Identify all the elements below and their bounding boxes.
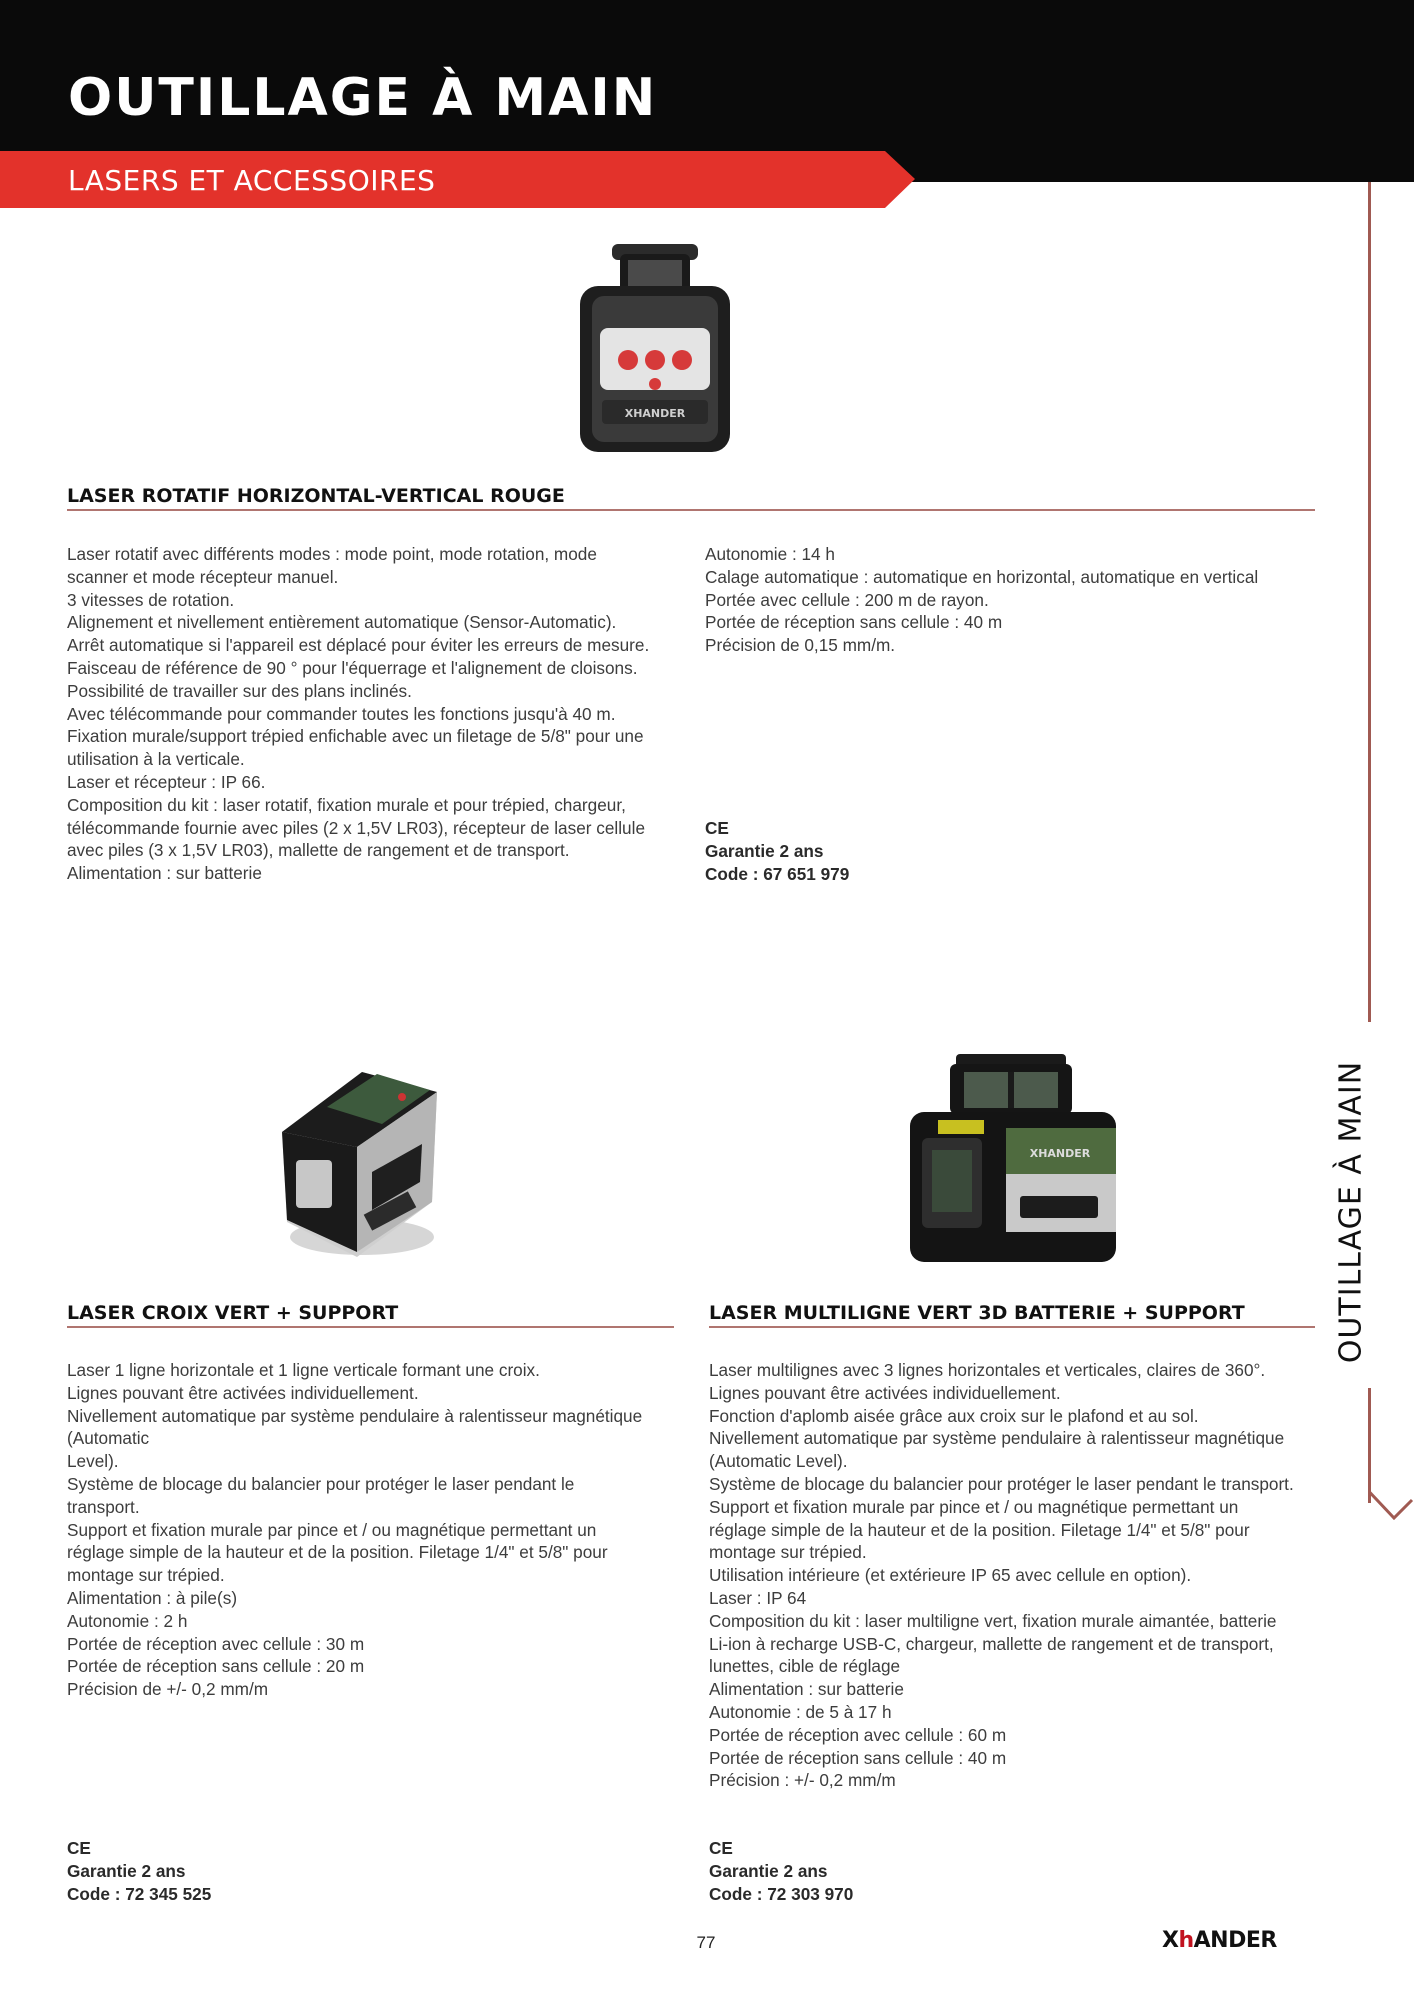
- warranty: Garantie 2 ans: [705, 840, 824, 861]
- description-line: Faisceau de référence de 90 ° pour l'équerrage et l'alignement de cloisons.: [67, 657, 638, 678]
- description-line: Précision : +/- 0,2 mm/m: [709, 1770, 896, 1791]
- product-3-meta: [709, 1837, 1109, 1905]
- product-code: Code : 67 651 979: [705, 863, 850, 884]
- description-line: Alimentation : sur batterie: [67, 863, 262, 884]
- product-2-description: [67, 1359, 687, 1701]
- description-line: Utilisation intérieure (et extérieure IP 65 avec cellule en option).: [709, 1565, 1192, 1586]
- product-code: Code : 72 303 970: [709, 1883, 854, 1904]
- product-2-title: LASER CROIX VERT + SUPPORT: [67, 1302, 399, 1324]
- description-line: lunettes, cible de réglage: [709, 1656, 901, 1677]
- spec-line: Autonomie : 14 h: [705, 544, 835, 564]
- description-line: Li-ion à recharge USB-C, chargeur, mallette de rangement et de transport,: [709, 1633, 1274, 1654]
- description-line: télécommande fournie avec piles (2 x 1,5V LR03), récepteur de laser cellule: [67, 817, 645, 838]
- product-2-meta: [67, 1837, 467, 1905]
- description-line: montage sur trépied.: [67, 1565, 225, 1586]
- rotary-laser-brand: XHANDER: [624, 407, 686, 420]
- description-line: Support et fixation murale par pince et / ou magnétique permettant un: [67, 1519, 597, 1540]
- product-3-title: LASER MULTILIGNE VERT 3D BATTERIE + SUPPORT: [709, 1302, 1245, 1324]
- product-2-divider: [67, 1326, 674, 1328]
- multiline-laser-image: [902, 1050, 1120, 1272]
- spec-line: Calage automatique : automatique en horizontal, automatique en vertical: [705, 566, 1259, 587]
- description-line: Composition du kit : laser multiligne vert, fixation murale aimantée, batterie: [709, 1610, 1277, 1631]
- brand-logo: [1162, 1928, 1277, 1953]
- description-line: Possibilité de travailler sur des plans inclinés.: [67, 680, 412, 701]
- description-line: Lignes pouvant être activées individuellement.: [67, 1382, 419, 1403]
- description-line: (Automatic Level).: [709, 1451, 848, 1472]
- ce-mark: CE: [709, 1838, 733, 1858]
- description-line: Système de blocage du balancier pour protéger le laser pendant le transport.: [709, 1473, 1294, 1494]
- product-1-meta: [705, 817, 1105, 885]
- warranty: Garantie 2 ans: [67, 1860, 186, 1881]
- product-3-description: [709, 1359, 1329, 1792]
- description-line: Level).: [67, 1451, 119, 1472]
- spec-line: Précision de 0,15 mm/m.: [705, 635, 896, 656]
- description-line: Autonomie : 2 h: [67, 1610, 188, 1631]
- description-line: Portée de réception avec cellule : 30 m: [67, 1633, 365, 1654]
- description-line: Précision de +/- 0,2 mm/m: [67, 1679, 269, 1700]
- product-code: Code : 72 345 525: [67, 1883, 212, 1904]
- description-line: Portée de réception sans cellule : 20 m: [67, 1656, 365, 1677]
- brand-logo-suffix: ANDER: [1193, 1928, 1277, 1953]
- product-3-divider: [709, 1326, 1315, 1328]
- description-line: Alimentation : sur batterie: [709, 1679, 904, 1700]
- description-line: Laser rotatif avec différents modes : mode point, mode rotation, mode: [67, 544, 597, 564]
- description-line: réglage simple de la hauteur et de la position. Filetage 1/4" et 5/8" pour: [67, 1542, 608, 1563]
- description-line: Nivellement automatique par système pendulaire à ralentisseur magnétique: [709, 1428, 1285, 1449]
- description-line: Composition du kit : laser rotatif, fixation murale et pour trépied, chargeur,: [67, 794, 626, 815]
- description-line: transport.: [67, 1496, 140, 1517]
- description-line: Nivellement automatique par système pendulaire à ralentisseur magnétique: [67, 1405, 643, 1426]
- description-line: Laser 1 ligne horizontale et 1 ligne verticale formant une croix.: [67, 1360, 540, 1380]
- product-1-description: [67, 543, 687, 885]
- spec-line: Portée de réception sans cellule : 40 m: [705, 612, 1003, 633]
- ce-mark: CE: [67, 1838, 91, 1858]
- multiline-laser-brand: XHANDER: [1029, 1147, 1091, 1160]
- description-line: Portée de réception avec cellule : 60 m: [709, 1724, 1007, 1745]
- page-title: OUTILLAGE À MAIN: [68, 68, 658, 128]
- description-line: Avec télécommande pour commander toutes les fonctions jusqu'à 40 m.: [67, 703, 616, 724]
- side-rule-top: [1368, 182, 1371, 1022]
- product-1-specs: [705, 543, 1305, 657]
- product-1-divider: [67, 509, 1315, 511]
- description-line: avec piles (3 x 1,5V LR03), mallette de rangement et de transport.: [67, 840, 570, 861]
- description-line: Lignes pouvant être activées individuellement.: [709, 1382, 1061, 1403]
- description-line: Autonomie : de 5 à 17 h: [709, 1701, 892, 1722]
- description-line: Portée de réception sans cellule : 40 m: [709, 1747, 1007, 1768]
- description-line: Laser et récepteur : IP 66.: [67, 771, 266, 792]
- description-line: Laser : IP 64: [709, 1587, 807, 1608]
- description-line: Support et fixation murale par pince et / ou magnétique permettant un: [709, 1496, 1239, 1517]
- warranty: Garantie 2 ans: [709, 1860, 828, 1881]
- page-number: 77: [696, 1933, 716, 1952]
- spec-line: Portée avec cellule : 200 m de rayon.: [705, 589, 989, 610]
- description-line: réglage simple de la hauteur et de la position. Filetage 1/4" et 5/8" pour: [709, 1519, 1250, 1540]
- product-1-title: LASER ROTATIF HORIZONTAL-VERTICAL ROUGE: [67, 485, 565, 507]
- side-chevron-icon: [1368, 1480, 1414, 1520]
- description-line: Laser multilignes avec 3 lignes horizontales et verticales, claires de 360°.: [709, 1360, 1266, 1380]
- description-line: Fixation murale/support trépied enfichable avec un filetage de 5/8" pour une: [67, 726, 644, 747]
- side-section-label: OUTILLAGE À MAIN: [1333, 1060, 1369, 1364]
- rotary-laser-image: [570, 238, 740, 456]
- description-line: (Automatic: [67, 1428, 150, 1449]
- description-line: montage sur trépied.: [709, 1542, 867, 1563]
- description-line: Arrêt automatique si l'appareil est déplacé pour éviter les erreurs de mesure.: [67, 635, 650, 656]
- ce-mark: CE: [705, 818, 729, 838]
- description-line: scanner et mode récepteur manuel.: [67, 566, 339, 587]
- brand-logo-h: h: [1178, 1928, 1194, 1953]
- description-line: utilisation à la verticale.: [67, 749, 245, 770]
- description-line: Fonction d'aplomb aisée grâce aux croix sur le plafond et au sol.: [709, 1405, 1199, 1426]
- description-line: Alimentation : à pile(s): [67, 1587, 238, 1608]
- description-line: 3 vitesses de rotation.: [67, 589, 235, 610]
- description-line: Système de blocage du balancier pour protéger le laser pendant le: [67, 1473, 575, 1494]
- brand-logo-prefix: X: [1162, 1928, 1179, 1953]
- description-line: Alignement et nivellement entièrement automatique (Sensor-Automatic).: [67, 612, 617, 633]
- cross-laser-image: [262, 1052, 462, 1262]
- section-title: LASERS ET ACCESSOIRES: [68, 164, 436, 197]
